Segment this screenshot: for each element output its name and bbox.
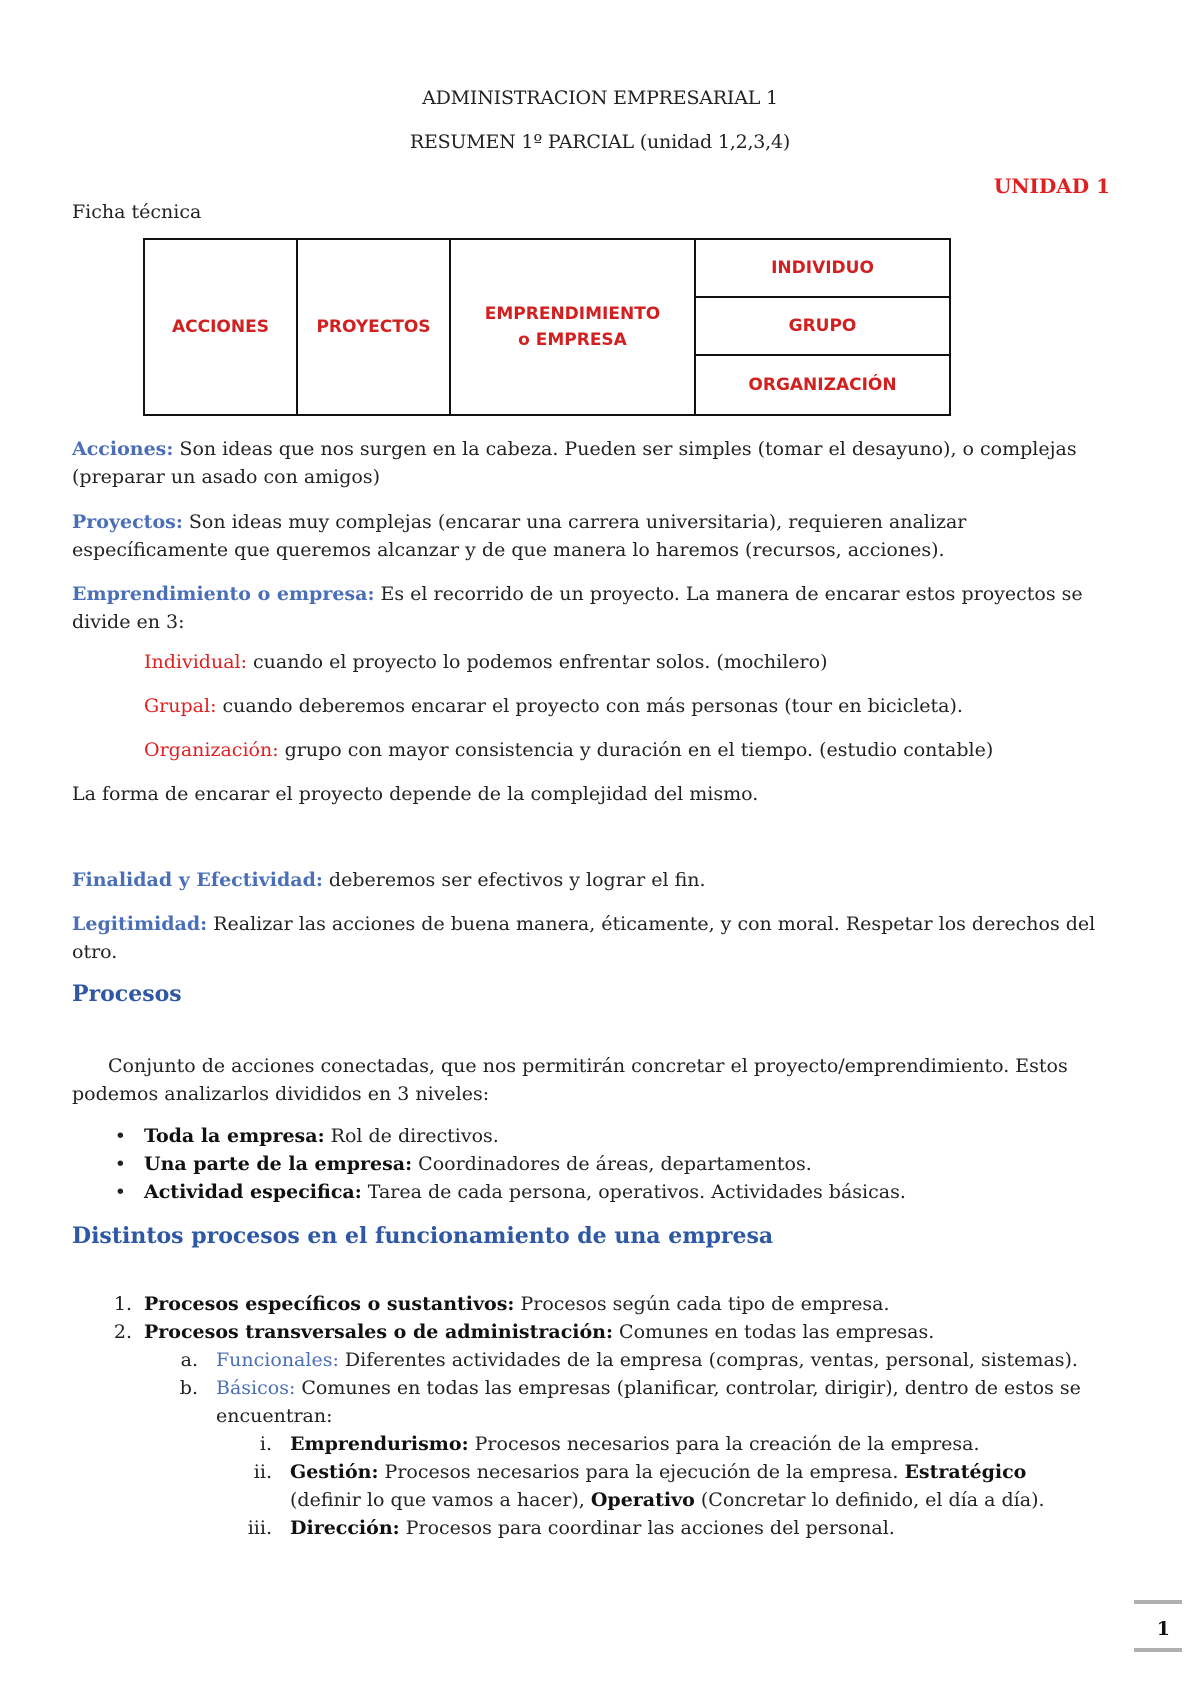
unit-label: UNIDAD 1 xyxy=(993,174,1110,198)
bullet-term: Una parte de la empresa: xyxy=(144,1153,413,1175)
roman-term-operativo: Operativo xyxy=(590,1489,695,1511)
distintos-heading: Distintos procesos en el funcionamiento de una empresa xyxy=(72,1223,774,1249)
sub-term: Básicos: xyxy=(216,1377,296,1399)
definition-emprendimiento xyxy=(72,580,1112,636)
item-text: Procesos según cada tipo de empresa. xyxy=(514,1293,890,1315)
list-marker: 1. xyxy=(113,1293,132,1315)
definition-acciones xyxy=(72,435,1112,491)
definition-individual xyxy=(144,648,1104,676)
table-cell-emprendimiento-line1: EMPRENDIMIENTO xyxy=(484,304,661,324)
list-marker: i. xyxy=(259,1433,272,1455)
forma-paragraph: La forma de encarar el proyecto depende de la complejidad del mismo. xyxy=(72,783,759,805)
bullet-term: Toda la empresa: xyxy=(144,1125,325,1147)
definition-organizacion xyxy=(144,736,1104,764)
list-marker: a. xyxy=(180,1349,198,1371)
table-cell-proyectos: PROYECTOS xyxy=(298,240,451,414)
term-finalidad: Finalidad y Efectividad: xyxy=(72,869,323,891)
bullet-icon: • xyxy=(114,1125,126,1147)
bullet-term: Actividad especifica: xyxy=(144,1181,362,1203)
term-grupal: Grupal: xyxy=(144,695,217,717)
roman-text: Procesos para coordinar las acciones del personal. xyxy=(399,1517,895,1539)
roman-text: Procesos necesarios para la ejecución de la empresa. xyxy=(378,1461,905,1483)
definition-grupal xyxy=(144,692,1104,720)
text-organizacion: grupo con mayor consistencia y duración en el tiempo. (estudio contable) xyxy=(278,739,994,761)
sub-text: Comunes en todas las empresas (planificar, controlar, dirigir), dentro de estos se encuentran: xyxy=(216,1377,1081,1427)
document-subtitle: RESUMEN 1º PARCIAL (unidad 1,2,3,4) xyxy=(409,131,791,153)
item-term: Procesos transversales o de administración: xyxy=(144,1321,613,1343)
term-individual: Individual: xyxy=(144,651,247,673)
bullet-text: Rol de directivos. xyxy=(324,1125,499,1147)
table-cell-emprendimiento-line2: o EMPRESA xyxy=(518,330,627,350)
term-proyectos: Proyectos: xyxy=(72,511,183,533)
bullet-text: Tarea de cada persona, operativos. Actividades básicas. xyxy=(361,1181,906,1203)
sub-text: Diferentes actividades de la empresa (compras, ventas, personal, sistemas). xyxy=(338,1349,1078,1371)
table-cell-acciones: ACCIONES xyxy=(145,240,298,414)
ficha-table xyxy=(143,238,951,416)
text-proyectos: Son ideas muy complejas (encarar una carrera universitaria), requieren analizar específicamente que queremos alcanzar y de que manera lo haremos (recursos, acciones). xyxy=(72,511,967,561)
roman-term: Emprendurismo: xyxy=(290,1433,469,1455)
procesos-intro: Conjunto de acciones conectadas, que nos permitirán concretar el proyecto/emprendimiento. Estos podemos analizarlos divididos en 3 niveles: xyxy=(72,1055,1068,1105)
table-cell-grupo: GRUPO xyxy=(696,298,949,356)
bullet-icon: • xyxy=(114,1153,126,1175)
roman-term: Gestión: xyxy=(290,1461,379,1483)
roman-text-estrategico: (definir lo que vamos a hacer), xyxy=(290,1489,591,1511)
text-acciones: Son ideas que nos surgen en la cabeza. Pueden ser simples (tomar el desayuno), o complejas (preparar un asado con amigos) xyxy=(72,438,1077,488)
ficha-label: Ficha técnica xyxy=(72,201,202,223)
text-grupal: cuando deberemos encarar el proyecto con más personas (tour en bicicleta). xyxy=(216,695,963,717)
text-finalidad: deberemos ser efectivos y lograr el fin. xyxy=(322,869,706,891)
definition-legitimidad xyxy=(72,910,1112,966)
list-marker: 2. xyxy=(113,1321,132,1343)
roman-term-estrategico: Estratégico xyxy=(904,1461,1027,1483)
list-marker: b. xyxy=(179,1377,198,1399)
table-cell-individuo: INDIVIDUO xyxy=(696,240,949,298)
procesos-heading: Procesos xyxy=(72,981,182,1007)
sub-term: Funcionales: xyxy=(216,1349,339,1371)
term-organizacion: Organización: xyxy=(144,739,279,761)
page-number: 1 xyxy=(1156,1618,1170,1640)
page-number-underline xyxy=(1134,1648,1182,1652)
list-marker: ii. xyxy=(253,1461,272,1483)
term-acciones: Acciones: xyxy=(72,438,174,460)
bullet-text: Coordinadores de áreas, departamentos. xyxy=(412,1153,812,1175)
definition-finalidad xyxy=(72,866,1112,894)
term-legitimidad: Legitimidad: xyxy=(72,913,208,935)
table-cell-emprendimiento xyxy=(451,240,696,414)
bullet-icon: • xyxy=(114,1181,126,1203)
page-number-divider xyxy=(1134,1600,1182,1604)
definition-proyectos xyxy=(72,508,1112,564)
item-term: Procesos específicos o sustantivos: xyxy=(144,1293,515,1315)
document-title: ADMINISTRACION EMPRESARIAL 1 xyxy=(422,87,778,109)
roman-text: Procesos necesarios para la creación de la empresa. xyxy=(468,1433,980,1455)
term-emprendimiento: Emprendimiento o empresa: xyxy=(72,583,375,605)
roman-text-operativo: (Concretar lo definido, el día a día). xyxy=(694,1489,1045,1511)
item-text: Comunes en todas las empresas. xyxy=(613,1321,935,1343)
distintos-list xyxy=(0,1290,1200,1550)
text-individual: cuando el proyecto lo podemos enfrentar solos. (mochilero) xyxy=(247,651,828,673)
text-emprendimiento: Es el recorrido de un proyecto. La manera de encarar estos proyectos se divide en 3: xyxy=(72,583,1083,633)
list-marker: iii. xyxy=(247,1517,272,1539)
text-legitimidad: Realizar las acciones de buena manera, éticamente, y con moral. Respetar los derechos del otro. xyxy=(72,913,1096,963)
table-cell-organizacion: ORGANIZACIÓN xyxy=(748,375,897,395)
roman-term: Dirección: xyxy=(290,1517,400,1539)
